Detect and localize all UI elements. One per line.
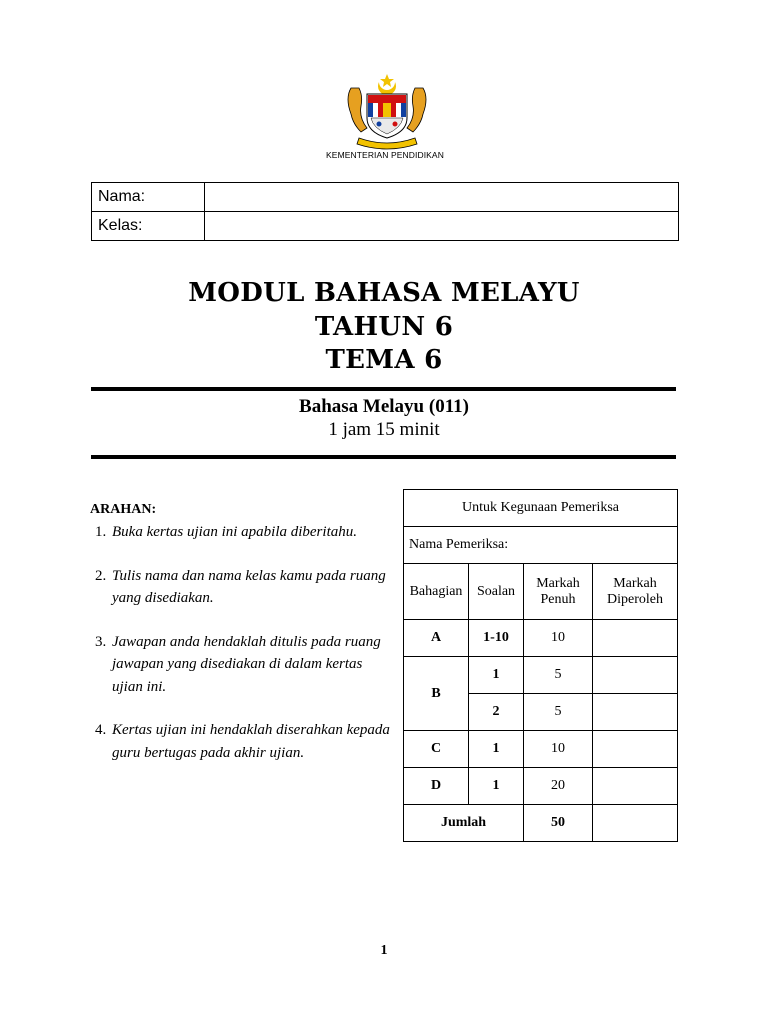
- question-cell: 1: [469, 731, 524, 768]
- total-label: Jumlah: [404, 805, 524, 842]
- instructions-heading: ARAHAN:: [90, 502, 157, 517]
- name-label: Nama:: [92, 183, 205, 212]
- instruction-item: 1. Buka kertas ujian ini apabila diberitahu.: [95, 524, 357, 540]
- question-cell: 1-10: [469, 620, 524, 657]
- section-cell: C: [404, 731, 469, 768]
- name-field[interactable]: [205, 183, 679, 212]
- class-label: Kelas:: [92, 212, 205, 241]
- section-cell: D: [404, 768, 469, 805]
- instructions-list: [90, 521, 390, 785]
- question-cell: 1: [469, 768, 524, 805]
- examiner-table: [403, 489, 678, 842]
- obtained-mark-cell[interactable]: [593, 620, 678, 657]
- instruction-item: 4. Kertas ujian ini hendaklah diserahkan kepada guru bertugas pada akhir ujian.: [95, 722, 390, 761]
- title-line-3: TEMA 6: [325, 345, 443, 375]
- instruction-item: 2. Tulis nama dan nama kelas kamu pada ruang yang disediakan.: [95, 567, 386, 606]
- full-mark-cell: 10: [524, 620, 593, 657]
- duration: 1 jam 15 minit: [328, 419, 440, 440]
- page-number: 1: [380, 943, 388, 958]
- header-soalan: Soalan: [469, 564, 524, 620]
- full-mark-cell: 5: [524, 694, 593, 731]
- full-mark-cell: 20: [524, 768, 593, 805]
- student-info-table: [91, 182, 679, 241]
- malaysia-coat-of-arms-icon: [343, 74, 431, 150]
- section-cell: B: [404, 657, 469, 731]
- section-cell: A: [404, 620, 469, 657]
- class-field[interactable]: [205, 212, 679, 241]
- instruction-item: 3. Jawapan anda hendaklah ditulis pada ruang jawapan yang disediakan di dalam kertas ujian ini.: [95, 633, 381, 695]
- divider-top: [91, 387, 676, 391]
- question-cell: 2: [469, 694, 524, 731]
- total-obtained-cell[interactable]: [593, 805, 678, 842]
- examiner-name-label: Nama Pemeriksa:: [404, 527, 678, 564]
- header-markah-penuh: Markah Penuh: [524, 564, 593, 620]
- header-bahagian: Bahagian: [404, 564, 469, 620]
- ministry-name: KEMENTERIAN PENDIDIKAN: [326, 150, 444, 160]
- subject-name: Bahasa Melayu (011): [299, 396, 469, 417]
- title-line-2: TAHUN 6: [314, 312, 454, 342]
- question-cell: 1: [469, 657, 524, 694]
- obtained-mark-cell[interactable]: [593, 768, 678, 805]
- examiner-table-title: Untuk Kegunaan Pemeriksa: [404, 490, 678, 527]
- title-line-1: MODUL BAHASA MELAYU: [188, 278, 580, 308]
- obtained-mark-cell[interactable]: [593, 731, 678, 768]
- obtained-mark-cell[interactable]: [593, 694, 678, 731]
- divider-bottom: [91, 455, 676, 459]
- total-value: 50: [524, 805, 593, 842]
- full-mark-cell: 10: [524, 731, 593, 768]
- header-markah-diperoleh: Markah Diperoleh: [593, 564, 678, 620]
- full-mark-cell: 5: [524, 657, 593, 694]
- obtained-mark-cell[interactable]: [593, 657, 678, 694]
